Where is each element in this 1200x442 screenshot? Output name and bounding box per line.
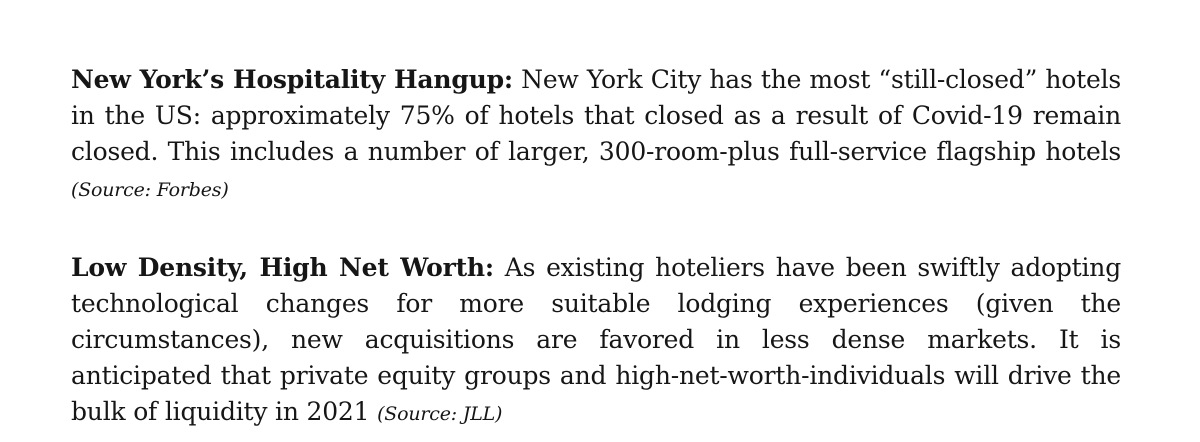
paragraph-new-york-hospitality [71,62,1121,208]
paragraph-lead: New York’s Hospitality Hangup: [71,65,513,94]
source-citation: (Source: JLL) [377,403,503,425]
paragraph-body: New York City has the most “still-closed” hotels in the US: approximately 75% of hotels that closed as a result of Covid-19 remain closed. This includes a number of larger, 300-room-plus full-service flagship hotels [71,65,1122,166]
paragraph-lead: Low Density, High Net Worth: [71,253,494,282]
source-citation: (Source: Forbes) [71,179,229,201]
paragraph-low-density [71,250,1121,432]
document-page [71,62,1121,432]
paragraph-body: As existing hoteliers have been swiftly adopting technological changes for more suitable lodging experiences (given the circumstances), new acquisitions are favored in less dense markets. It is anticipated that private equity groups and high-net-worth-individuals will drive the bulk of liquidity in 2021 [71,253,1121,426]
